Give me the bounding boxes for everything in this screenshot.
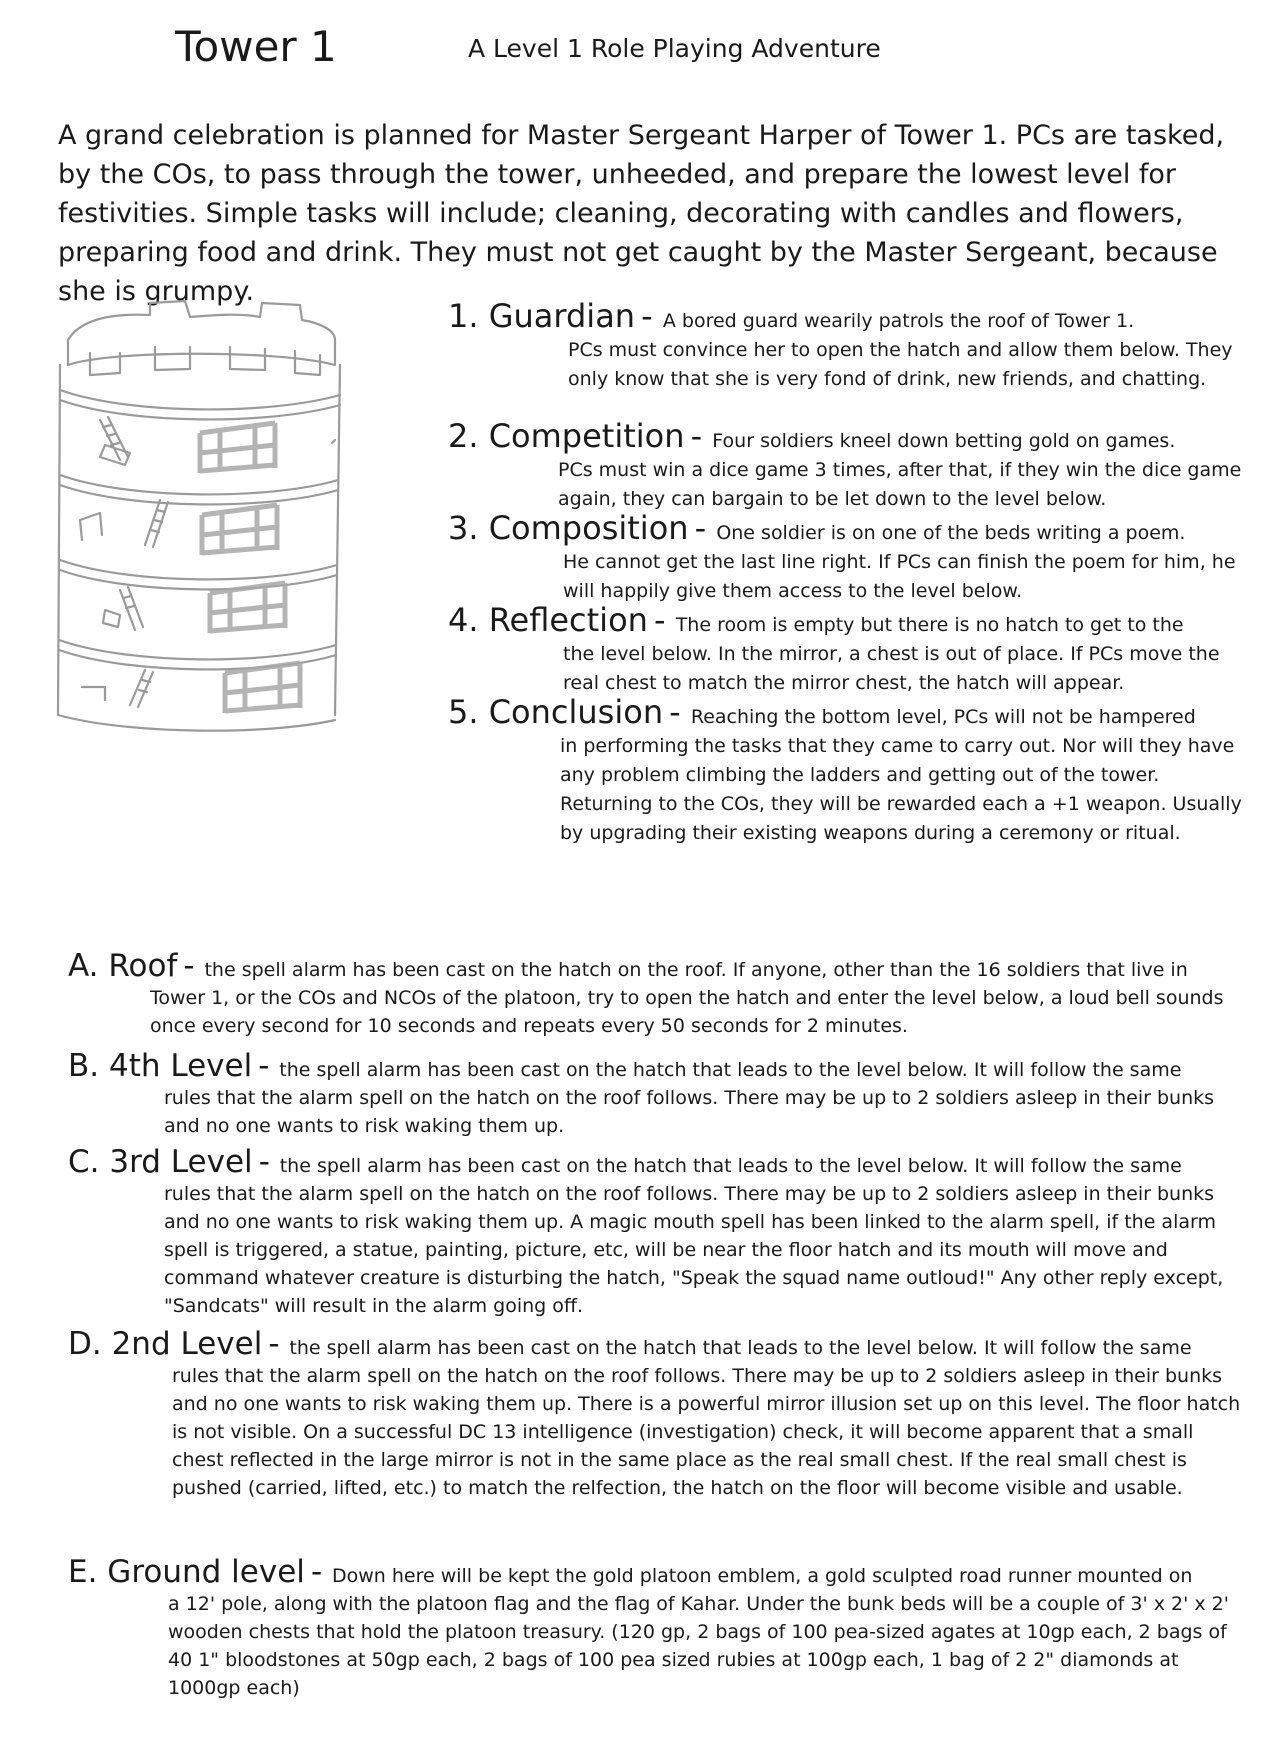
encounter-heading: 4. Reflection [448,601,648,639]
encounter-lead: Four soldiers kneel down betting gold on games. [712,430,1176,452]
encounter-heading: 5. Conclusion [448,693,664,731]
level-3rd: C. 3rd Level - the spell alarm has been cast on the hatch that leads to the level below. It will follow the same rules that the alarm spell on the hatch on the roof follows. There may be up to 2 soldiers asleep in their bunks and no one wants to risk waking them up. A magic mouth spell has been linked to the alarm spell, if the alarm spell is triggered, a statue, painting, picture, etc, will be near the floor hatch and its mouth will move and command whatever creature is disturbing the hatch, "Speak the squad name outloud!" Any other reply except, "Sandcats" will result in the alarm going off. [68,1148,1248,1320]
level-lead: the spell alarm has been cast on the hatch that leads to the level below. It will follow the same [279,1155,1182,1177]
encounter-conclusion: 5. Conclusion - Reaching the bottom level, PCs will not be hampered in performing the tasks that they came to carry out. Nor will they have any problem climbing the ladders and getting out of the tower. Returning to the COs, they will be rewarded each a +1 weapon. Usually by upgrading their existing weapons during a ceremony or ritual. [448,698,1248,848]
level-2nd: D. 2nd Level - the spell alarm has been cast on the hatch that leads to the level below. It will follow the same rules that the alarm spell on the hatch on the roof follows. There may be up to 2 soldiers asleep in their bunks and no one wants to risk waking them up. There is a powerful mirror illusion set up on this level. The floor hatch is not visible. On a successful DC 13 intelligence (investigation) check, it will become apparent that a small chest reflected in the large mirror is not in the same place as the real small chest. If the real small chest is pushed (carried, lifted, etc.) to match the relfection, the hatch on the floor will become visible and usable. [68,1330,1248,1502]
page-subtitle: A Level 1 Role Playing Adventure [468,34,881,63]
level-text: Tower 1, or the COs and NCOs of the platoon, try to open the hatch and enter the level below, a loud bell sounds once every second for 10 seconds and repeats every 50 seconds for 2 minutes. [150,987,1224,1037]
encounter-competition: 2. Competition - Four soldiers kneel down betting gold on games. PCs must win a dice game 3 times, after that, if they win the dice game again, they can bargain to be let down to the level below. [448,422,1248,514]
level-heading: C. 3rd Level [68,1144,253,1180]
encounter-lead: A bored guard wearily patrols the roof of Tower 1. [662,310,1135,332]
level-lead: the spell alarm has been cast on the hatch on the roof. If anyone, other than the 16 soldiers that live in [204,959,1188,981]
intro-paragraph: A grand celebration is planned for Master Sergeant Harper of Tower 1. PCs are tasked, by the COs, to pass through the tower, unheeded, and prepare the lowest level for festivities. Simple tasks will include; cleaning, decorating with candles and flowers, preparing food and drink. They must not get caught by the Master Sergeant, because she is grumpy. [58,120,1225,307]
level-ground: E. Ground level - Down here will be kept the gold platoon emblem, a gold sculpted road runner mounted on a 12' pole, along with the platoon flag and the flag of Kahar. Under the bunk beds will be a couple of 3' x 2' x 2' wooden chests that hold the platoon treasury. (120 gp, 2 bags of 100 pea-sized agates at 10gp each, 2 bags of 40 1" bloodstones at 50gp each, 2 bags of 100 pea sized rubies at 100gp each, 1 bag of 2 2" diamonds at 1000gp each) [68,1558,1248,1702]
encounter-lead: One soldier is on one of the beds writing a poem. [716,522,1186,544]
encounter-heading: 2. Competition [448,417,685,455]
encounter-text: PCs must win a dice game 3 times, after that, if they win the dice game again, they can bargain to be let down to the level below. [558,459,1242,510]
level-heading: E. Ground level [68,1554,305,1590]
encounter-text: PCs must convince her to open the hatch and allow them below. They only know that she is very fond of drink, new friends, and chatting. [568,339,1233,390]
level-roof: A. Roof - the spell alarm has been cast on the hatch on the roof. If anyone, other than the 16 soldiers that live in Tower 1, or the COs and NCOs of the platoon, try to open the hatch and enter the level below, a loud bell sounds once every second for 10 seconds and repeats every 50 seconds for 2 minutes. [68,952,1248,1040]
level-text: rules that the alarm spell on the hatch on the roof follows. There may be up to 2 soldiers asleep in their bunks and no one wants to risk waking them up. A magic mouth spell has been linked to the alarm spell, if the alarm spell is triggered, a statue, painting, picture, etc, will be near the floor hatch and its mouth will move and command whatever creature is disturbing the hatch, "Speak the squad name outloud!" Any other reply except, "Sandcats" will result in the alarm going off. [164,1183,1224,1317]
encounter-lead: The room is empty but there is no hatch to get to the [675,614,1184,636]
encounter-reflection: 4. Reflection - The room is empty but there is no hatch to get to the the level below. In the mirror, a chest is out of place. If PCs move the real chest to match the mirror chest, the hatch will appear. [448,606,1248,698]
level-lead: the spell alarm has been cast on the hatch that leads to the level below. It will follow the same [279,1059,1182,1081]
page-title: Tower 1 [175,22,337,71]
level-lead: the spell alarm has been cast on the hatch that leads to the level below. It will follow the same [289,1337,1192,1359]
encounter-heading: 3. Composition [448,509,689,547]
encounter-guardian: 1. Guardian - A bored guard wearily patrols the roof of Tower 1. PCs must convince her to open the hatch and allow them below. They only know that she is very fond of drink, new friends, and chatting. [448,302,1248,394]
encounter-lead: Reaching the bottom level, PCs will not be hampered [690,706,1196,728]
level-heading: B. 4th Level [68,1048,253,1084]
encounter-text: the level below. In the mirror, a chest is out of place. If PCs move the real chest to match the mirror chest, the hatch will appear. [563,643,1220,694]
level-heading: D. 2nd Level [68,1326,263,1362]
level-4th: B. 4th Level - the spell alarm has been cast on the hatch that leads to the level below. It will follow the same rules that the alarm spell on the hatch on the roof follows. There may be up to 2 soldiers asleep in their bunks and no one wants to risk waking them up. [68,1052,1248,1140]
encounter-heading: 1. Guardian [448,297,636,335]
level-text: rules that the alarm spell on the hatch on the roof follows. There may be up to 2 soldiers asleep in their bunks and no one wants to risk waking them up. [164,1087,1215,1137]
level-lead: Down here will be kept the gold platoon emblem, a gold sculpted road runner mounted on [331,1565,1193,1587]
encounter-text: He cannot get the last line right. If PCs can finish the poem for him, he will happily give them access to the level below. [563,551,1236,602]
encounter-text: in performing the tasks that they came to carry out. Nor will they have any problem climbing the ladders and getting out of the tower. Returning to the COs, they will be rewarded each a +1 weapon. Usually by upgrading their existing weapons during a ceremony or ritual. [560,735,1242,844]
level-text: a 12' pole, along with the platoon flag and the flag of Kahar. Under the bunk beds will be a couple of 3' x 2' x 2' wooden chests that hold the platoon treasury. (120 gp, 2 bags of 100 pea-sized agates at 10gp each, 2 bags of 40 1" bloodstones at 50gp each, 2 bags of 100 pea sized rubies at 100gp each, 1 bag of 2 2" diamonds at 1000gp each) [168,1593,1229,1699]
tower-sketch [50,295,380,855]
level-text: rules that the alarm spell on the hatch on the roof follows. There may be up to 2 soldiers asleep in their bunks and no one wants to risk waking them up. There is a powerful mirror illusion set up on this level. The floor hatch is not visible. On a successful DC 13 intelligence (investigation) check, it will become apparent that a small chest reflected in the large mirror is not in the same place as the real small chest. If the real small chest is pushed (carried, lifted, etc.) to match the relfection, the hatch on the floor will become visible and usable. [172,1365,1241,1499]
encounter-composition: 3. Composition - One soldier is on one of the beds writing a poem. He cannot get the last line right. If PCs can finish the poem for him, he will happily give them access to the level below. [448,514,1248,606]
level-heading: A. Roof [68,948,178,984]
